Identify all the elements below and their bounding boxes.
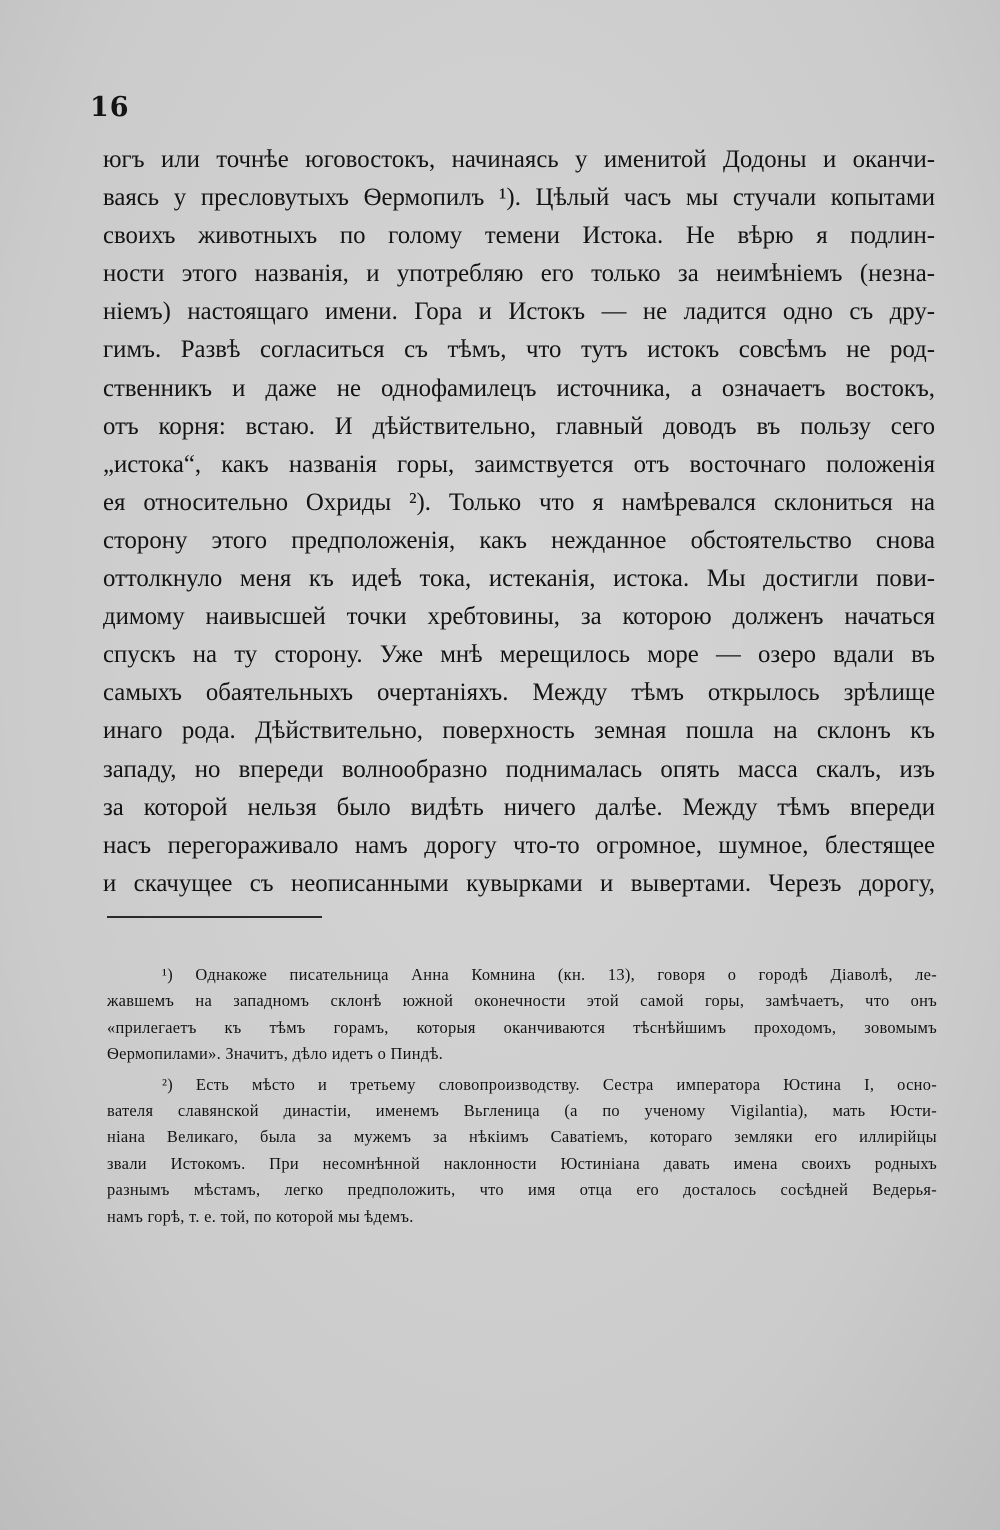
footnote-line: намъ горѣ, т. е. той, по которой мы ѣдемъ. <box>107 1206 414 1226</box>
text-line: ея относительно Охриды ²). Только что я намѣревался склониться на <box>103 488 935 516</box>
text-line: гимъ. Развѣ согласиться съ тѣмъ, что тутъ истокъ совсѣмъ не род- <box>103 336 935 364</box>
footnote-line: вателя славянской династіи, именемъ Вьгленица (а по ученому Vigilantia), мать Юсти- <box>107 1100 937 1120</box>
text-line: оттолкнуло меня къ идеѣ тока, истеканія, истока. Мы достигли пови- <box>103 565 935 593</box>
text-line: спускъ на ту сторону. Уже мнѣ мерещилось море — озеро вдали въ <box>103 641 935 669</box>
footnote-line: Ѳермопилами». Значитъ, дѣло идетъ о Пиндѣ. <box>107 1044 444 1064</box>
text-line: и скачущее съ неописанными кувырками и вывертами. Черезъ дорогу, <box>103 869 935 897</box>
text-line: югъ или точнѣе юговостокъ, начинаясь у именитой Додоны и оканчи- <box>103 146 935 173</box>
text-line: западу, но впереди волнообразно поднималась опять масса скалъ, изъ <box>103 755 935 783</box>
text-line: ваясь у пресловутыхъ Ѳермопилъ ¹). Цѣлый часъ мы стучали копытами <box>103 184 935 212</box>
text-line: ности этого названія, и употребляю его только за неимѣніемъ (незна- <box>103 260 935 288</box>
footnote-separator <box>107 916 322 918</box>
text-line: ственникъ и даже не однофамилецъ источника, а означаетъ востокъ, <box>103 374 935 402</box>
text-line: за которой нельзя было видѣть ничего далѣе. Между тѣмъ впереди <box>103 793 935 821</box>
text-line: самыхъ обаятельныхъ очертаніяхъ. Между тѣмъ открылось зрѣлище <box>103 679 935 707</box>
text-line: димому наивысшей точки хребтовины, за которою долженъ начаться <box>103 603 935 631</box>
text-line: отъ корня: встаю. И дѣйствительно, главный доводъ въ пользу сего <box>103 412 935 440</box>
footnote-line: разнымъ мѣстамъ, легко предположить, что имя отца его досталось сосѣдней Ведерья- <box>107 1180 937 1200</box>
footnote-line: жавшемъ на западномъ склонѣ южной оконечности этой самой горы, замѣчаетъ, что онъ <box>107 991 937 1011</box>
footnote-line: «прилегаетъ къ тѣмъ горамъ, которыя оканчиваются тѣснѣйшимъ проходомъ, зовомымъ <box>107 1017 937 1037</box>
text-line: насъ перегораживало намъ дорогу что-то огромное, шумное, блестящее <box>103 831 935 859</box>
footnote-line: ¹) Однакоже писательница Анна Комнина (кн. 13), говоря о городѣ Діаволѣ, ле- <box>162 965 937 984</box>
text-line: „истока“, какъ названія горы, заимствуется отъ восточнаго положенія <box>103 450 935 478</box>
footnote-line: звали Истокомъ. При несомнѣнной наклонности Юстиніана давать имена своихъ родныхъ <box>107 1153 937 1173</box>
text-line: своихъ животныхъ по голому темени Истока. Не вѣрю я подлин- <box>103 222 935 250</box>
footnotes <box>107 962 937 1230</box>
text-line: инаго рода. Дѣйствительно, поверхность земная пошла на склонъ къ <box>103 717 935 745</box>
body-text <box>103 141 935 903</box>
page-number: 16 <box>90 92 130 123</box>
footnote-line: ²) Есть мѣсто и третьему словопроизводству. Сестра императора Юстина I, осно- <box>162 1074 937 1094</box>
text-line: ніемъ) настоящаго имени. Гора и Истокъ — не ладится одно съ дру- <box>103 298 935 326</box>
footnote-line: ніана Великаго, была за мужемъ за нѣкіимъ Саватіемъ, котораго земляки его иллирійцы <box>107 1127 937 1147</box>
text-line: сторону этого предположенія, какъ нежданное обстоятельство снова <box>103 526 935 554</box>
